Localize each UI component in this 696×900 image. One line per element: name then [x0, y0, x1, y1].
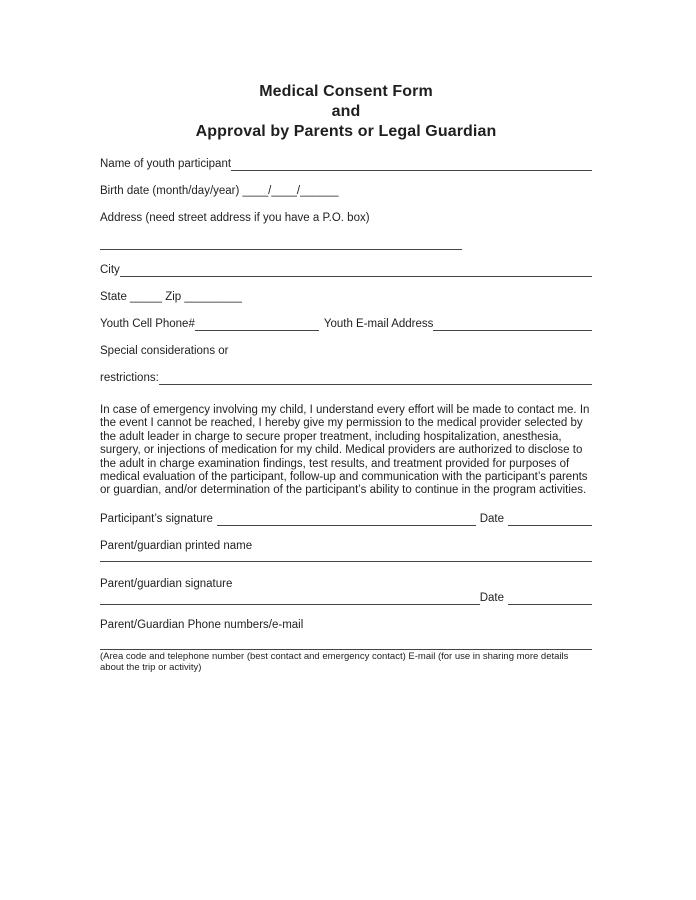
parent-signature-line [100, 591, 480, 605]
field-city-row [100, 263, 592, 277]
name-label: Name of youth participant [100, 158, 232, 170]
parent-printed-name-label: Parent/guardian printed name [100, 539, 253, 552]
city-label: City [100, 264, 120, 276]
parent-signature-label: Parent/guardian signature [100, 577, 233, 590]
birthdate-label: Birth date (month/day/year) ____/____/______ [100, 185, 339, 197]
form-title [100, 82, 592, 142]
parent-signature-line-row [100, 591, 592, 605]
fine-print: (Area code and telephone number (best contact and emergency contact) E-mail (for use in sharing more details about the trip or activity) [100, 650, 569, 674]
parent-printed-name-row [100, 539, 592, 553]
participant-date-label: Date [479, 512, 504, 525]
field-address-row [100, 211, 592, 225]
parent-phone-row [100, 618, 592, 632]
participant-signature-row [100, 512, 592, 526]
name-blank-line [231, 157, 592, 171]
city-blank-line [120, 263, 592, 277]
special-considerations-label: Special considerations or [100, 345, 229, 357]
parent-phone-line [100, 635, 592, 650]
youth-cell-blank-line [195, 317, 319, 331]
participant-signature-label: Participant’s signature [100, 512, 213, 525]
form-title-line2: and [331, 103, 361, 120]
field-birthdate-row [100, 184, 592, 198]
state-zip-label: State _____ Zip _________ [100, 291, 242, 303]
field-youth-contact-row [100, 317, 592, 331]
form-title-line3: Approval by Parents or Legal Guardian [195, 123, 497, 140]
participant-signature-line [217, 512, 476, 526]
youth-cell-label: Youth Cell Phone# [100, 318, 195, 330]
restrictions-label: restrictions: [100, 372, 159, 384]
parent-date-line [508, 591, 592, 605]
special-considerations-label-row [100, 344, 592, 358]
restrictions-row [100, 371, 592, 385]
parent-date-label: Date [479, 591, 504, 604]
form-title-line1: Medical Consent Form [259, 83, 433, 100]
youth-email-blank-line [433, 317, 592, 331]
parent-signature-label-row [100, 577, 592, 591]
youth-email-label: Youth E-mail Address [323, 318, 434, 330]
field-name-row [100, 157, 592, 171]
restrictions-blank-line [159, 371, 592, 385]
address-blank-line [100, 235, 462, 250]
participant-date-line [508, 512, 592, 526]
parent-phone-label: Parent/Guardian Phone numbers/e-mail [100, 618, 304, 631]
consent-paragraph: In case of emergency involving my child, I understand every effort will be made to contact me. In the event I cannot be reached, I hereby give my permission to the medical provider selected by the adult leader in charge to secure proper treatment, including hospitalization, anesthesia, surgery, or injections of medication for my child. Medical providers are authorized to disclose to the adult in charge examination findings, test results, and treatment provided for purposes of medical evaluation of the participant, follow-up and communication with the participant’s parents or guardian, and/or determination of the participant’s ability to continue in the program activities. [100, 404, 590, 497]
parent-printed-name-line [100, 553, 592, 562]
field-state-zip-row [100, 290, 592, 304]
address-label: Address (need street address if you have a P.O. box) [100, 212, 370, 224]
